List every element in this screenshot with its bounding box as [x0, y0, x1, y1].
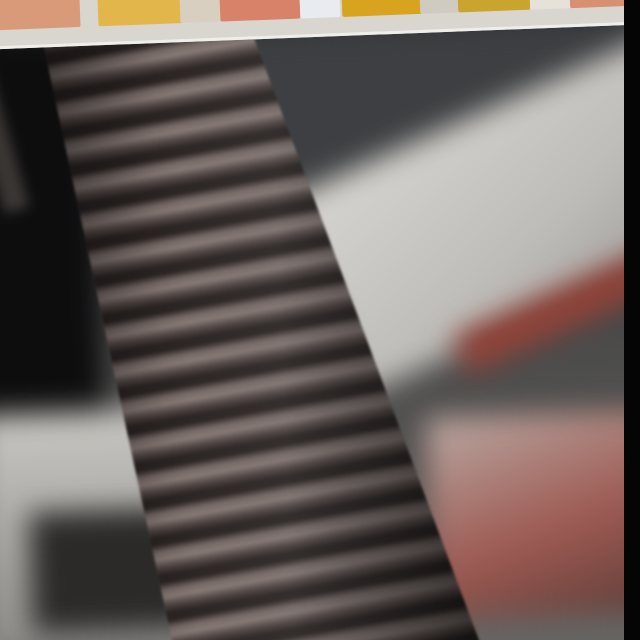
tile: [341, 0, 422, 17]
tile: [97, 0, 182, 26]
edge-right: [624, 0, 640, 640]
tile: [299, 0, 340, 19]
tile: [529, 0, 570, 10]
tile: [0, 0, 81, 31]
rope-coil: [10, 6, 504, 640]
tile: [179, 0, 220, 23]
tile: [219, 0, 300, 22]
tile: [419, 0, 458, 14]
tile: [457, 0, 530, 12]
rope-shading: [10, 6, 504, 640]
